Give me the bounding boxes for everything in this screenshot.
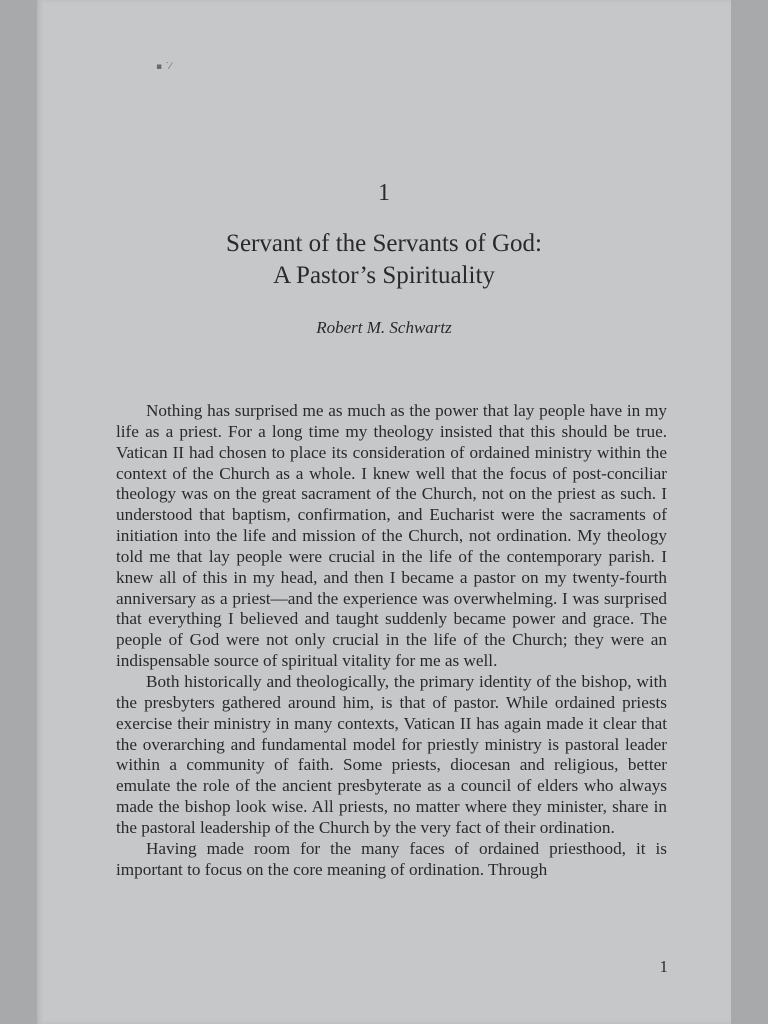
chapter-title bbox=[0, 228, 768, 292]
chapter-title-line-1: Servant of the Servants of God: bbox=[226, 230, 542, 257]
scan-speck: ▪ ˙⁄ bbox=[156, 62, 171, 72]
paragraph-1: Nothing has surprised me as much as the power that lay people have in my life as a priest. For a long time my theology insisted that this should be true. Vatican II had chosen to place its consideration of ordained ministry within the context of the Church as a whole. I knew well that the focus of post-conciliar theology was on the great sacrament of the Church, not on the priest as such. I understood that baptism, confirmation, and Eucharist were the sacraments of initiation into the life and mission of the Church, not ordination. My theology told me that lay people were crucial in the life of the contemporary parish. I knew all of this in my head, and then I became a pastor on my twenty-fourth anniversary as a priest—and the experience was overwhelming. I was surprised that everything I believed and taught suddenly became power and grace. The people of God were not only crucial in the life of the Church; they were an indispensable source of spiritual vitality for me as well. bbox=[116, 401, 667, 671]
paragraph-3: Having made room for the many faces of ordained priesthood, it is important to focus on the core meaning of ordination. Through bbox=[116, 838, 667, 879]
chapter-number: 1 bbox=[378, 180, 390, 206]
page-number: 1 bbox=[659, 957, 668, 976]
paragraph-2: Both historically and theologically, the primary identity of the bishop, with the presbyters gathered around him, is that of pastor. While ordained priests exercise their ministry in many contexts, Vatican II has again made it clear that the overarching and fundamental model for priestly ministry is pastoral leader within a community of faith. Some priests, diocesan and religious, better emulate the role of the ancient presbyterate as a council of elders who always made the bishop look wise. All priests, no matter where they minister, share in the pastoral leadership of the Church by the very fact of their ordination. bbox=[116, 671, 667, 837]
chapter-title-line-2: A Pastor’s Spirituality bbox=[273, 262, 495, 289]
body-text bbox=[116, 401, 667, 880]
chapter-author: Robert M. Schwartz bbox=[316, 318, 452, 337]
